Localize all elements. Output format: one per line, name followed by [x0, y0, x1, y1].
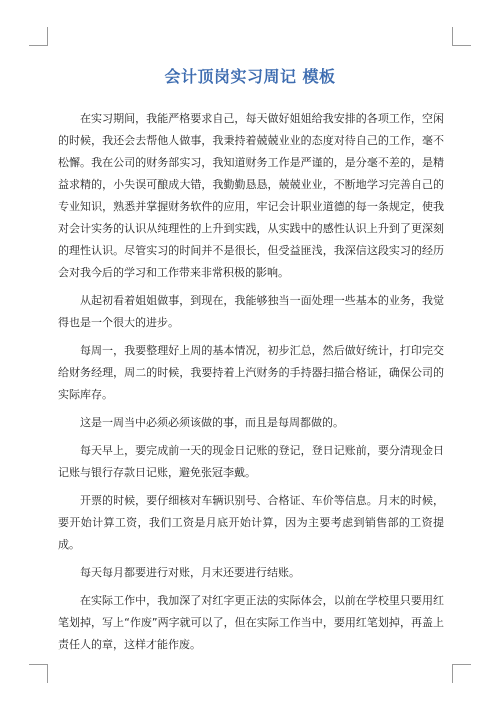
- corner-crop-mark-top-left: [29, 27, 48, 46]
- corner-crop-mark-top-right: [452, 27, 471, 46]
- paragraph-reconciliation: 每天每月都要进行对账，月末还要进行结账。: [80, 566, 300, 579]
- paragraph-red-correction: 在实际工作中，我加深了对红字更正法的实际体会，以前在学校里只要用红笔划掉，写上“作废”两字就可以了，但在实际工作当中，要用红笔划掉，再盖上责任人的章，这样才能作废。: [58, 594, 444, 651]
- paragraph-internship-attitude: 在实习期间，我能严格要求自己，每天做好姐姐给我安排的各项工作，空闲的时候，我还会去帮他人做事，我秉持着兢兢业业的态度对待自己的工作，毫不松懈。我在公司的财务部实习，我知道财务工作是严谨的，是分毫不差的，是精益求精的，小失误可酿成大错，我勤勤恳恳，兢兢业业，不断地学习完善自己的专业知识，熟悉并掌握财务软件的应用，牢记会计职业道德的每一条规定，使我对会计实务的认识从纯理性的上升到实践，从实践中的感性认识上升到了更深刻的理性认识。尽管实习的时间并不是很长，但受益匪浅，我深信这段实习的经历会对我今后的学习和工作带来非常积极的影响。: [58, 112, 444, 279]
- paragraph-invoicing: 开票的时候，要仔细核对车辆识别号、合格证、车价等信息。月末的时候，要开始计算工资，我们工资是月底开始计算，因为主要考虑到销售部的工资提成。: [58, 494, 444, 551]
- paragraph-progress: 从起初看着姐姐做事，到现在，我能够独当一面处理一些基本的业务，我觉得也是一个很大的进步。: [58, 294, 444, 329]
- document-body: [58, 108, 444, 662]
- corner-crop-mark-bottom-right: [452, 664, 471, 683]
- corner-crop-mark-bottom-left: [29, 664, 48, 683]
- document-title: 会计顶岗实习周记 模板: [164, 67, 336, 86]
- paragraph-daily-journal: 每天早上，要完成前一天的现金日记账的登记，登日记账前，要分清现金日记账与银行存款日记账，避免张冠李戴。: [58, 444, 444, 479]
- paragraph-monday-tuesday: 每周一，我要整理好上周的基本情况，初步汇总，然后做好统计，打印完交给财务经理，周二的时候，我要持着上汽财务的手持器扫描合格证，确保公司的实际库存。: [58, 344, 444, 401]
- paragraph-weekly-tasks: 这是一周当中必须必须该做的事，而且是每周都做的。: [80, 416, 344, 429]
